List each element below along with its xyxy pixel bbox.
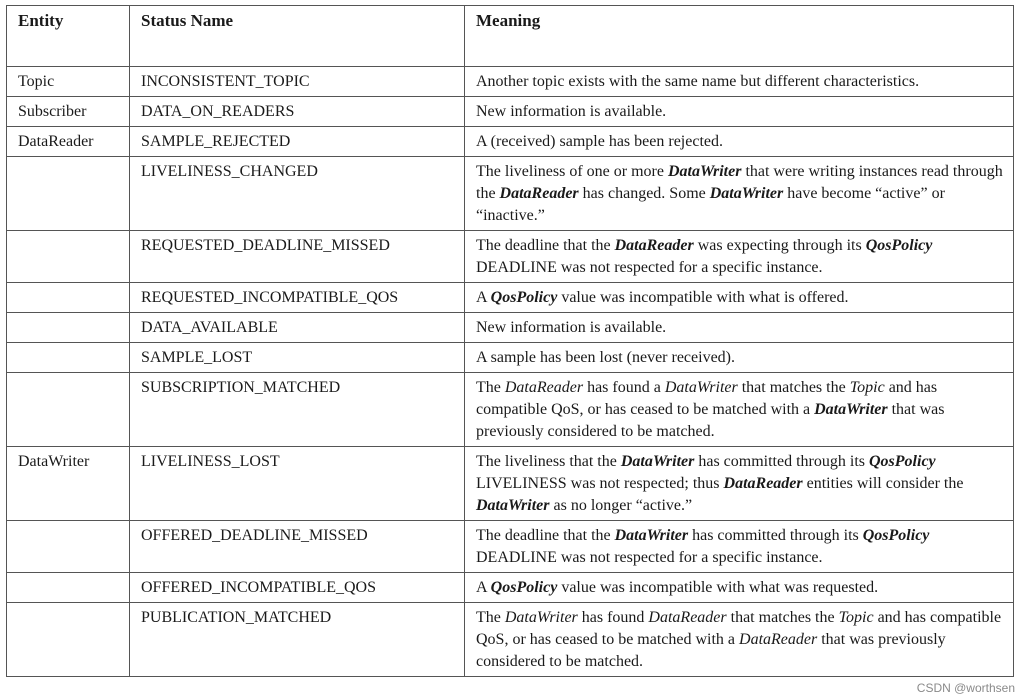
meaning-term: DataWriter bbox=[814, 401, 888, 418]
meaning-term: Topic bbox=[838, 609, 874, 626]
meaning-text: has found a bbox=[583, 379, 665, 396]
table-row bbox=[7, 521, 1014, 573]
meaning-term: DataWriter bbox=[620, 453, 695, 470]
entity-cell bbox=[7, 573, 130, 603]
meaning-term: DataWriter bbox=[667, 163, 742, 180]
status-name-cell: PUBLICATION_MATCHED bbox=[130, 603, 465, 677]
entity-cell: DataWriter bbox=[7, 447, 130, 521]
meaning-term: QosPolicy bbox=[869, 453, 936, 470]
status-name-cell: DATA_AVAILABLE bbox=[130, 313, 465, 343]
meaning-term: DataWriter bbox=[476, 497, 550, 514]
meaning-term: DataWriter bbox=[664, 379, 738, 396]
watermark: CSDN @worthsen bbox=[916, 681, 1015, 695]
meaning-text: DEADLINE was not respected for a specific instance. bbox=[476, 259, 823, 276]
meaning-cell bbox=[465, 573, 1014, 603]
header-status-name: Status Name bbox=[130, 6, 465, 67]
meaning-text: has committed through its bbox=[688, 527, 863, 544]
entity-cell: Subscriber bbox=[7, 97, 130, 127]
meaning-term: DataWriter bbox=[614, 527, 689, 544]
meaning-text: A sample has been lost (never received). bbox=[476, 349, 736, 366]
meaning-text: have become “active” or “inactive.” bbox=[476, 185, 945, 224]
meaning-text: New information is available. bbox=[476, 103, 667, 120]
meaning-term: QosPolicy bbox=[490, 289, 558, 306]
entity-cell: Topic bbox=[7, 67, 130, 97]
header-meaning: Meaning bbox=[465, 6, 1014, 67]
meaning-text: has changed. Some bbox=[578, 185, 710, 202]
meaning-text: that matches the bbox=[737, 379, 850, 396]
meaning-cell bbox=[465, 603, 1014, 677]
header-entity: Entity bbox=[7, 6, 130, 67]
meaning-text: DEADLINE was not respected for a specific instance. bbox=[476, 549, 823, 566]
meaning-text: that were writing instances read through the bbox=[476, 163, 1003, 202]
table-row bbox=[7, 343, 1014, 373]
table-row bbox=[7, 231, 1014, 283]
table-row bbox=[7, 603, 1014, 677]
table-row bbox=[7, 283, 1014, 313]
status-name-cell: SAMPLE_REJECTED bbox=[130, 127, 465, 157]
entity-cell bbox=[7, 157, 130, 231]
meaning-term: DataReader bbox=[504, 379, 584, 396]
meaning-text: that was previously considered to be matched. bbox=[476, 401, 945, 440]
status-name-cell: SAMPLE_LOST bbox=[130, 343, 465, 373]
entity-cell bbox=[7, 603, 130, 677]
table-row bbox=[7, 157, 1014, 231]
meaning-text: and has compatible QoS, or has ceased to be matched with a bbox=[476, 609, 1002, 648]
meaning-text: New information is available. bbox=[476, 319, 667, 336]
meaning-cell bbox=[465, 231, 1014, 283]
table-row bbox=[7, 373, 1014, 447]
meaning-text: value was incompatible with what is offered. bbox=[557, 289, 849, 306]
table-row bbox=[7, 127, 1014, 157]
table-row bbox=[7, 313, 1014, 343]
entity-cell bbox=[7, 313, 130, 343]
meaning-term: DataReader bbox=[499, 185, 579, 202]
entity-cell bbox=[7, 283, 130, 313]
meaning-text: value was incompatible with what was requested. bbox=[557, 579, 879, 596]
meaning-cell bbox=[465, 97, 1014, 127]
table-row bbox=[7, 573, 1014, 603]
meaning-cell bbox=[465, 127, 1014, 157]
entity-cell bbox=[7, 373, 130, 447]
table-body bbox=[7, 67, 1014, 677]
table-row bbox=[7, 67, 1014, 97]
meaning-cell bbox=[465, 343, 1014, 373]
entity-cell bbox=[7, 521, 130, 573]
meaning-text: The bbox=[476, 609, 505, 626]
meaning-text: The deadline that the bbox=[476, 527, 615, 544]
status-name-cell: DATA_ON_READERS bbox=[130, 97, 465, 127]
status-name-cell: REQUESTED_INCOMPATIBLE_QOS bbox=[130, 283, 465, 313]
meaning-term: DataReader bbox=[614, 237, 694, 254]
meaning-cell bbox=[465, 447, 1014, 521]
meaning-text: The deadline that the bbox=[476, 237, 615, 254]
entity-cell: DataReader bbox=[7, 127, 130, 157]
status-table bbox=[6, 5, 1014, 677]
status-name-cell: LIVELINESS_CHANGED bbox=[130, 157, 465, 231]
status-name-cell: SUBSCRIPTION_MATCHED bbox=[130, 373, 465, 447]
meaning-cell bbox=[465, 373, 1014, 447]
meaning-cell bbox=[465, 283, 1014, 313]
meaning-text: and has compatible QoS, or has ceased to be matched with a bbox=[476, 379, 938, 418]
meaning-text: has committed through its bbox=[694, 453, 869, 470]
meaning-text: A bbox=[476, 289, 491, 306]
meaning-term: DataReader bbox=[723, 475, 803, 492]
meaning-term: DataWriter bbox=[504, 609, 578, 626]
meaning-term: DataReader bbox=[739, 631, 818, 648]
meaning-cell bbox=[465, 67, 1014, 97]
status-name-cell: INCONSISTENT_TOPIC bbox=[130, 67, 465, 97]
meaning-text: The liveliness of one or more bbox=[476, 163, 668, 180]
table-row bbox=[7, 447, 1014, 521]
meaning-text: A bbox=[476, 579, 491, 596]
meaning-text: The liveliness that the bbox=[476, 453, 621, 470]
meaning-text: that was previously considered to be matched. bbox=[476, 631, 946, 670]
status-name-cell: OFFERED_DEADLINE_MISSED bbox=[130, 521, 465, 573]
meaning-text: A (received) sample has been rejected. bbox=[476, 133, 723, 150]
status-name-cell: OFFERED_INCOMPATIBLE_QOS bbox=[130, 573, 465, 603]
meaning-text: The bbox=[476, 379, 505, 396]
meaning-term: Topic bbox=[849, 379, 885, 396]
meaning-text: entities will consider the bbox=[802, 475, 964, 492]
meaning-term: QosPolicy bbox=[862, 527, 930, 544]
meaning-text: that matches the bbox=[726, 609, 839, 626]
meaning-text: as no longer “active.” bbox=[549, 497, 693, 514]
status-name-cell: REQUESTED_DEADLINE_MISSED bbox=[130, 231, 465, 283]
header-row bbox=[7, 6, 1014, 67]
meaning-text: LIVELINESS was not respected; thus bbox=[476, 475, 724, 492]
entity-cell bbox=[7, 231, 130, 283]
meaning-cell bbox=[465, 157, 1014, 231]
meaning-term: QosPolicy bbox=[490, 579, 558, 596]
meaning-cell bbox=[465, 313, 1014, 343]
meaning-text: Another topic exists with the same name but different characteristics. bbox=[476, 73, 920, 90]
meaning-term: DataReader bbox=[648, 609, 727, 626]
meaning-text: has found bbox=[577, 609, 649, 626]
entity-cell bbox=[7, 343, 130, 373]
status-name-cell: LIVELINESS_LOST bbox=[130, 447, 465, 521]
meaning-term: DataWriter bbox=[709, 185, 784, 202]
meaning-term: QosPolicy bbox=[865, 237, 933, 254]
table-row bbox=[7, 97, 1014, 127]
meaning-cell bbox=[465, 521, 1014, 573]
meaning-text: was expecting through its bbox=[693, 237, 866, 254]
